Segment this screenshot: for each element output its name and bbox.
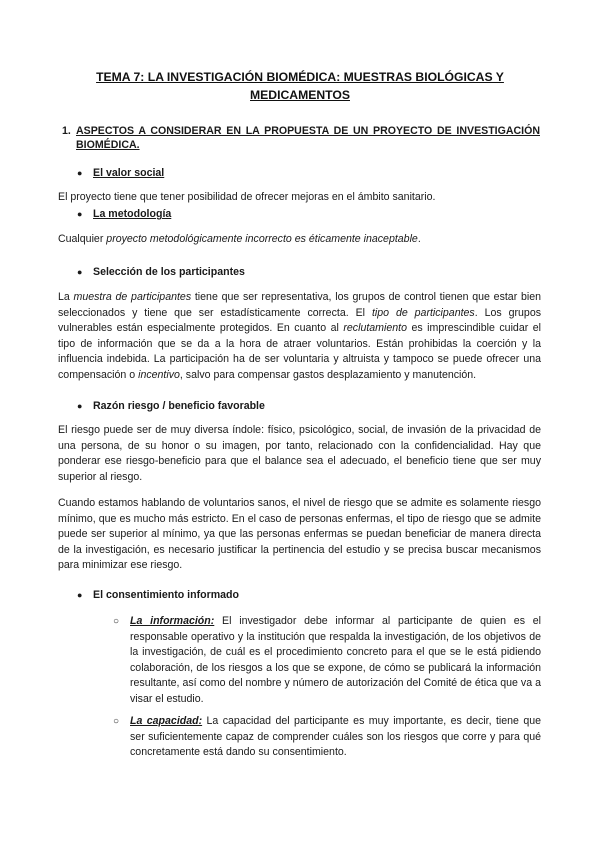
paragraph-metodologia	[58, 232, 541, 248]
text-segment: es imprescindible cuidar el tipo de información que se da a la hora de atraer voluntarios. Están prohibidas la coerción y la influencia indebida. La participación ha de ser voluntaria y altruista y tampoco se puede ofrecer una compensación o	[58, 322, 541, 381]
heading-seleccion: Selección de los participantes	[93, 266, 245, 278]
sub-item-capacidad-text	[130, 714, 541, 761]
text-segment-italic: muestra de participantes	[73, 291, 192, 303]
text-segment: La	[58, 291, 74, 303]
text-segment: tiene que ser representativa, los grupos de control tienen que estar bien seleccionados y tiene que ser estadísticamente correcta. El	[58, 291, 541, 319]
text-segment-italic: reclutamiento	[343, 322, 407, 334]
bullet-icon: ●	[77, 209, 83, 219]
heading-riesgo: Razón riesgo / beneficio favorable	[93, 400, 265, 412]
sub-bullet-icon: ○	[113, 616, 120, 627]
label-capacidad: La capacidad:	[130, 715, 203, 727]
bullet-icon: ●	[77, 267, 83, 277]
text-segment-italic: incentivo	[138, 368, 180, 381]
paragraph-riesgo-2: Cuando estamos hablando de voluntarios sanos, el nivel de riesgo que se admite es solamente riesgo mínimo, que es mucho más estricto. En el caso de personas enfermas, el tipo de riesgo que se admite puede ser superior al mínimo, ya que las personas enfermas se puedan beneficiar de manera directa de la investigación, es necesario justificar la pertinencia del estudio y se precisa buscar mecanismos para minimizar ese riesgo.	[58, 497, 541, 571]
page-title: TEMA 7: LA INVESTIGACIÓN BIOMÉDICA: MUESTRAS BIOLÓGICAS Y MEDICAMENTOS	[96, 70, 504, 102]
section-title: ASPECTOS A CONSIDERAR EN LA PROPUESTA DE UN PROYECTO DE INVESTIGACIÓN BIOMÉDICA.	[76, 125, 540, 151]
paragraph-riesgo-1: El riesgo puede ser de muy diversa índole: físico, psicológico, social, de invasión de la privacidad de una persona, de su honor o su imagen, por tanto, relacionado con la confidencialidad. Hay que ponderar ese riesgo-beneficio para que el balance sea el adecuado, el beneficio tiene que ser muy superior al riesgo.	[58, 424, 541, 483]
text-segment: Cualquier	[58, 233, 107, 245]
bullet-icon: ●	[77, 590, 83, 600]
bullet-icon: ●	[77, 401, 83, 411]
text-segment: , salvo para compensar gastos desplazamiento y manutención.	[179, 368, 477, 381]
section-heading	[62, 124, 540, 152]
heading-valor-social: El valor social	[93, 167, 165, 179]
section-number: 1.	[62, 125, 71, 137]
sub-bullet-icon: ○	[113, 716, 120, 727]
sub-item-informacion-text	[130, 614, 541, 707]
heading-consentimiento: El consentimiento informado	[93, 589, 239, 601]
paragraph-valor-social: El proyecto tiene que tener posibilidad de ofrecer mejoras en el ámbito sanitario.	[58, 191, 436, 203]
text-segment-italic: tipo de participantes	[371, 306, 475, 319]
text-segment: .	[417, 233, 421, 245]
bullet-icon: ●	[77, 168, 83, 178]
heading-metodologia: La metodología	[93, 208, 172, 220]
text-informacion: El investigador debe informar al participante de quien es el responsable operativo y la institución que respalda la investigación, de los objetivos de la investigación, de cuál es el procedimiento concreto para el que se le está pidiendo colaboración, de los riesgos a los que se expone, de cómo se publicará la información resultante, así como del nombre y número de autorización del Comité de ética que va a visar el estudio.	[130, 615, 541, 705]
text-capacidad: La capacidad del participante es muy importante, es decir, tiene que ser suficientemente capaz de comprender cuáles son los riesgos que corre y para qué concretamente está dando su consentimiento.	[130, 715, 541, 758]
paragraph-seleccion	[58, 290, 541, 383]
text-segment: . Los grupos vulnerables están especialmente protegidos. En cuanto al	[58, 306, 542, 334]
label-informacion: La información:	[130, 615, 215, 627]
text-segment-italic: proyecto metodológicamente incorrecto es éticamente inaceptable	[106, 233, 418, 245]
